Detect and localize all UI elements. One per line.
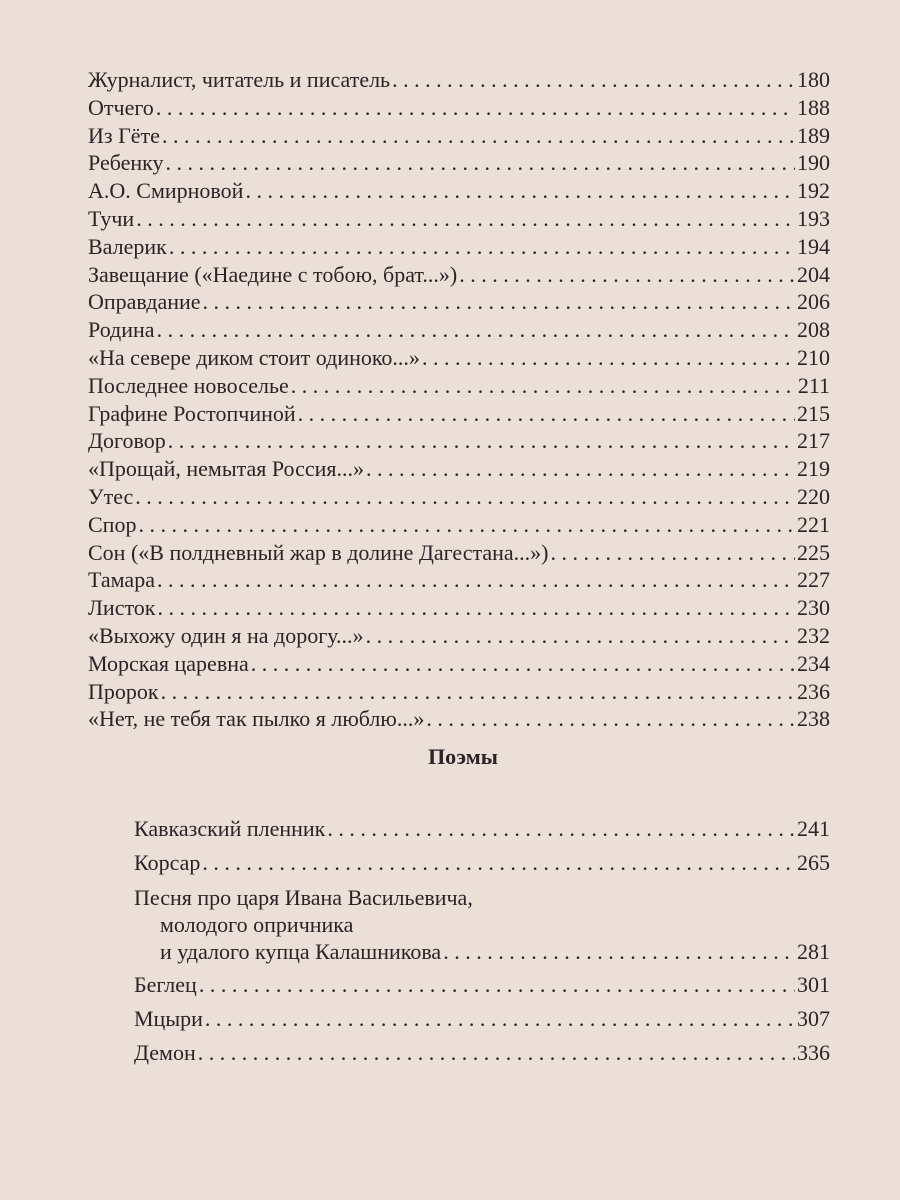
entry-page-number: 208 xyxy=(797,317,830,343)
entry-title: Утес xyxy=(88,483,134,509)
toc-entry xyxy=(88,705,830,733)
entry-title: Пророк xyxy=(88,678,159,704)
entry-page-number: 189 xyxy=(797,122,830,148)
entry-page-number: 206 xyxy=(797,289,830,315)
entry-title: Журналист, читатель и писатель xyxy=(88,67,391,92)
entry-title: Листок xyxy=(88,595,156,621)
entry-page-number: 225 xyxy=(797,539,830,565)
entry-page-number: 220 xyxy=(797,483,830,509)
toc-entry xyxy=(88,94,830,122)
entry-title: Сон («В полдневный жар в долине Дагестана...») xyxy=(88,539,549,565)
toc-entry xyxy=(88,511,830,539)
dot-leader xyxy=(136,205,795,233)
dot-leader xyxy=(199,968,795,1002)
toc-entry xyxy=(134,812,830,846)
entry-title: Демон xyxy=(134,1040,196,1065)
dot-leader xyxy=(291,372,796,400)
entry-page-number: 221 xyxy=(797,511,830,537)
entry-title: Из Гёте xyxy=(88,122,160,148)
entry-page-number: 238 xyxy=(797,706,830,732)
poems-list xyxy=(134,812,830,1070)
dot-leader xyxy=(198,1036,795,1070)
entry-title: Мцыри xyxy=(134,1006,203,1031)
toc-entry xyxy=(134,968,830,1002)
entry-page-number: 241 xyxy=(797,816,830,841)
toc-entry xyxy=(88,344,830,372)
entry-title-line: Песня про царя Ивана Васильевича, xyxy=(134,885,473,910)
section-heading-poems: Поэмы xyxy=(428,744,498,769)
entry-title: Родина xyxy=(88,317,155,343)
dot-leader xyxy=(169,233,795,261)
toc-entry xyxy=(88,66,830,94)
dot-leader xyxy=(203,288,795,316)
entry-title: Тучи xyxy=(88,205,135,231)
toc-entry xyxy=(134,938,830,965)
toc-entry xyxy=(88,455,830,483)
dot-leader xyxy=(422,344,795,372)
entry-page-number: 236 xyxy=(797,678,830,704)
entry-page-number: 180 xyxy=(797,67,830,92)
toc-entry xyxy=(88,622,830,650)
dot-leader xyxy=(157,594,795,622)
dot-leader xyxy=(245,177,795,205)
dot-leader xyxy=(551,539,796,567)
dot-leader xyxy=(162,122,795,150)
entry-title: Тамара xyxy=(88,567,155,593)
dot-leader xyxy=(161,678,795,706)
entry-page-number: 211 xyxy=(797,372,830,398)
dot-leader xyxy=(157,316,795,344)
entry-page-number: 193 xyxy=(797,205,830,231)
toc-entry xyxy=(88,400,830,428)
toc-entry xyxy=(88,566,830,594)
entry-page-number: 227 xyxy=(797,567,830,593)
entry-title: Ребенку xyxy=(88,150,164,176)
entry-page-number: 192 xyxy=(797,178,830,204)
toc-entry xyxy=(88,316,830,344)
entry-page-number: 219 xyxy=(797,456,830,482)
entry-page-number: 230 xyxy=(797,595,830,621)
entry-page-number: 232 xyxy=(797,622,830,648)
entry-page-number: 204 xyxy=(797,261,830,287)
entry-page-number: 307 xyxy=(797,1006,830,1031)
dot-leader xyxy=(138,511,795,539)
entry-title: «Выхожу один я на дорогу...» xyxy=(88,622,364,648)
entry-title: «На севере диком стоит одиноко...» xyxy=(88,344,420,370)
toc-entry-multiline xyxy=(134,884,830,965)
dot-leader xyxy=(157,566,795,594)
entry-title: Морская царевна xyxy=(88,650,249,676)
toc-entry xyxy=(88,122,830,150)
toc-entry xyxy=(88,483,830,511)
dot-leader xyxy=(166,149,795,177)
entry-page-number: 301 xyxy=(797,972,830,997)
entry-title: А.О. Смирновой xyxy=(88,178,244,204)
entry-page-number: 190 xyxy=(797,150,830,176)
entry-page-number: 265 xyxy=(797,850,830,875)
toc-entry xyxy=(134,846,830,880)
dot-leader xyxy=(251,650,795,678)
entry-title: Завещание («Наедине с тобою, брат...») xyxy=(88,261,458,287)
entry-title: Валерик xyxy=(88,233,167,259)
dot-leader xyxy=(202,846,795,880)
table-of-contents xyxy=(88,66,830,733)
entry-title: Беглец xyxy=(134,972,197,997)
dot-leader xyxy=(366,455,795,483)
toc-entry xyxy=(134,1036,830,1070)
entry-title: Оправдание xyxy=(88,289,201,315)
toc-entry xyxy=(88,372,830,400)
dot-leader xyxy=(156,94,795,122)
entry-title: «Нет, не тебя так пылко я люблю...» xyxy=(88,706,425,732)
entry-page-number: 215 xyxy=(797,400,830,426)
entry-page-number: 210 xyxy=(797,344,830,370)
entry-page-number: 336 xyxy=(797,1040,830,1065)
dot-leader xyxy=(459,261,795,289)
entry-title: Договор xyxy=(88,428,166,454)
entry-title: Графине Ростопчиной xyxy=(88,400,296,426)
entry-title: Спор xyxy=(88,511,137,537)
dot-leader xyxy=(205,1002,795,1036)
toc-entry xyxy=(88,205,830,233)
dot-leader xyxy=(426,705,795,733)
entry-title-line: молодого опричника xyxy=(160,912,354,937)
dot-leader xyxy=(443,938,795,965)
dot-leader xyxy=(135,483,795,511)
toc-entry xyxy=(88,233,830,261)
toc-entry xyxy=(88,678,830,706)
toc-entry xyxy=(88,288,830,316)
entry-title: Кавказский пленник xyxy=(134,816,326,841)
entry-title: Отчего xyxy=(88,94,154,120)
toc-entry xyxy=(88,261,830,289)
entry-page-number: 188 xyxy=(797,94,830,120)
entry-page-number: 217 xyxy=(797,428,830,454)
entry-title: Последнее новоселье xyxy=(88,372,289,398)
entry-page-number: 234 xyxy=(797,650,830,676)
toc-entry xyxy=(88,177,830,205)
dot-leader xyxy=(366,622,795,650)
toc-entry xyxy=(88,149,830,177)
entry-title: «Прощай, немытая Россия...» xyxy=(88,456,365,482)
dot-leader xyxy=(168,427,795,455)
entry-page-number: 194 xyxy=(797,233,830,259)
toc-entry xyxy=(88,427,830,455)
toc-entry xyxy=(88,594,830,622)
toc-entry xyxy=(88,650,830,678)
toc-entry xyxy=(134,1002,830,1036)
dot-leader xyxy=(392,66,795,94)
toc-entry xyxy=(88,539,830,567)
entry-title: Корсар xyxy=(134,850,201,875)
entry-title: и удалого купца Калашникова xyxy=(160,939,442,964)
dot-leader xyxy=(298,400,795,428)
dot-leader xyxy=(327,812,795,846)
entry-page-number: 281 xyxy=(797,939,830,964)
